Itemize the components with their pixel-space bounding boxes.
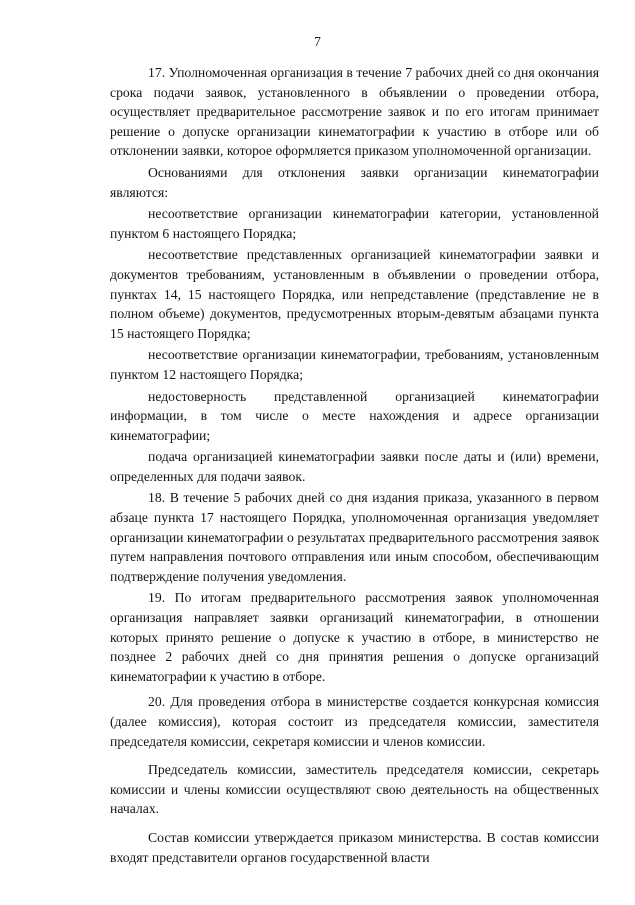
paragraph-17: 17. Уполномоченная организация в течение 7 рабочих дней со дня окончания срока подачи заявок, установленного в объявлении о проведении отбора, осуществляет предварительное рассмотрение заявок и по его итогам принимает решение о допуске организации кинематографии к участию в отборе или об отклонении заявки, которое оформляется приказом уполномоченной организации. (110, 65, 599, 159)
list-item-requirements-mismatch: несоответствие организации кинематографии, требованиям, установленным пунктом 12 настоящего Порядка; (110, 347, 599, 382)
paragraph-rejection-grounds: Основаниями для отклонения заявки организации кинематографии являются: (110, 164, 599, 200)
paragraph-commission-composition: Состав комиссии утверждается приказом министерства. В состав комиссии входят представители органов государственной власти (110, 829, 599, 865)
paragraph-commission-members: Председатель комиссии, заместитель председателя комиссии, секретарь комиссии и члены комиссии осуществляют свою деятельность на общественных началах. (110, 762, 599, 817)
paragraph-20: 20. Для проведения отбора в министерстве создается конкурсная комиссия (далее комиссия), которая состоит из председателя комиссии, заместителя председателя комиссии, секретаря комиссии и членов комиссии. (110, 694, 599, 749)
list-item-false-information: недостоверность представленной организацией кинематографии информации, в том числе о месте нахождения и адресе организации кинематографии; (110, 388, 599, 443)
paragraph-19: 19. По итогам предварительного рассмотрения заявок уполномоченная организация направляет заявки организаций кинематографии, в отношении которых принято решение о допуске к участию в отборе, в министерство не позднее 2 рабочих дней со дня принятия решения о допуске организаций кинематографии к участию в отборе. (110, 590, 599, 684)
paragraph-18: 18. В течение 5 рабочих дней со дня издания приказа, указанного в первом абзаце пункта 17 настоящего Порядка, уполномоченная организация уведомляет организации кинематографии о результатах предварительного рассмотрения заявок путем направления почтового отправления или иным способом, обеспечивающим подтверждение получения уведомления. (110, 490, 599, 584)
list-item-late-submission: подача организацией кинематографии заявки после даты и (или) времени, определенных для подачи заявок. (110, 449, 599, 484)
list-item-category-mismatch: несоответствие организации кинематографии категории, установленной пунктом 6 настоящего Порядка; (110, 206, 599, 241)
document-body (110, 63, 599, 867)
page-number: 7 (314, 34, 321, 49)
list-item-documents-mismatch: несоответствие представленных организацией кинематографии заявки и документов требованиям, установленным в объявлении о проведении отбора, пунктах 14, 15 настоящего Порядка, или непредставление (представление не в полном объеме) документов, предусмотренных вторым-девятым абзацами пункта 15 настоящего Порядка; (110, 247, 599, 341)
